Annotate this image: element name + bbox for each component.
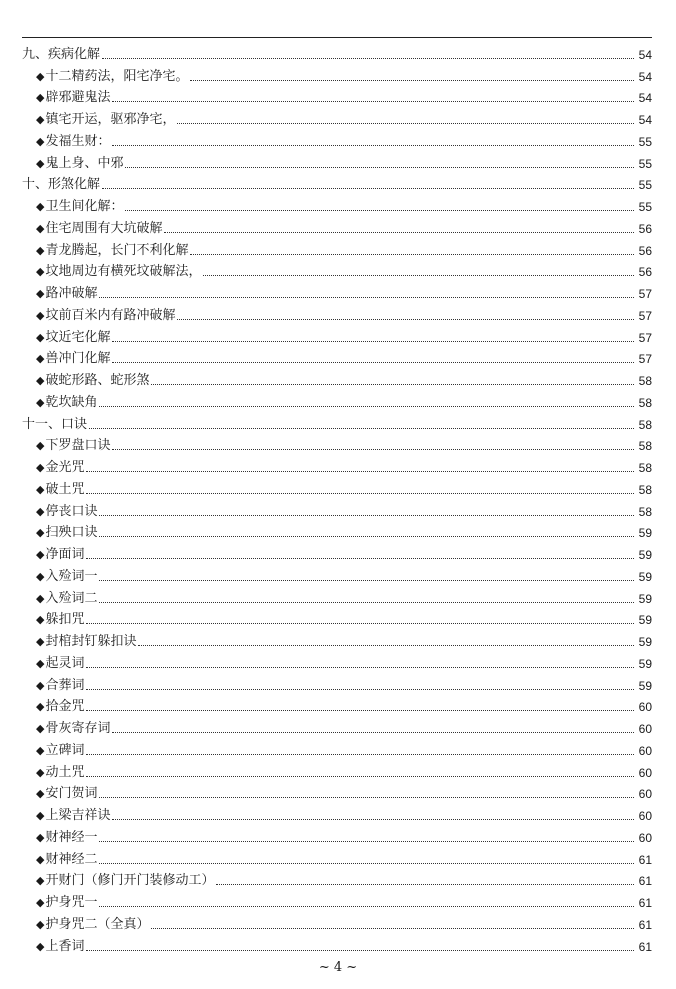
diamond-bullet-icon: ◆ xyxy=(36,743,45,757)
dot-leader xyxy=(86,622,634,624)
toc-page-number: 61 xyxy=(638,939,652,954)
dot-leader xyxy=(86,666,634,668)
toc-entry-text: 破蛇形路、蛇形煞 xyxy=(45,373,150,388)
toc-entry-text: 动土咒 xyxy=(45,764,85,780)
toc-entry[interactable] xyxy=(22,432,652,454)
toc-entry-text: 起灵词 xyxy=(45,655,85,671)
dot-leader xyxy=(138,644,634,646)
dot-leader xyxy=(112,144,634,146)
diamond-bullet-icon: ◆ xyxy=(36,439,45,453)
toc-entry-text: 躲扣咒 xyxy=(45,612,85,628)
toc-entry-text: 发福生财： xyxy=(45,133,111,149)
dot-leader xyxy=(112,731,634,733)
toc-entry-label xyxy=(36,439,112,453)
diamond-bullet-icon: ◆ xyxy=(36,461,45,474)
toc-entry-label xyxy=(36,570,99,584)
toc-entry[interactable] xyxy=(22,214,652,236)
dot-leader xyxy=(99,905,634,907)
toc-entry[interactable] xyxy=(22,845,652,867)
toc-page-number: 58 xyxy=(638,395,652,410)
dot-leader xyxy=(190,253,634,255)
toc-entry[interactable] xyxy=(22,388,652,410)
toc-entry-text: 扫殃口诀 xyxy=(45,525,98,541)
toc-entry-text: 十二精药法，阳宅净宅。 xyxy=(45,68,189,84)
toc-entry[interactable] xyxy=(22,127,652,149)
toc-entry-label xyxy=(36,135,112,149)
toc-entry[interactable] xyxy=(22,671,652,693)
toc-page-number: 58 xyxy=(638,417,652,432)
toc-entry-text: 十、形煞化解 xyxy=(22,177,101,193)
diamond-bullet-icon: ◆ xyxy=(36,243,45,257)
toc-entry[interactable] xyxy=(22,540,652,562)
toc-entry[interactable] xyxy=(22,888,652,910)
toc-entry[interactable] xyxy=(22,780,652,802)
toc-entry-text: 鬼上身、中邪 xyxy=(45,155,124,171)
diamond-bullet-icon: ◆ xyxy=(36,113,45,126)
diamond-bullet-icon: ◆ xyxy=(36,569,45,583)
toc-page-number: 59 xyxy=(638,526,652,541)
dot-leader xyxy=(99,840,634,842)
dot-leader xyxy=(86,949,634,951)
dot-leader xyxy=(112,100,634,102)
toc-entry[interactable] xyxy=(22,932,652,954)
toc-entry-label xyxy=(36,222,164,236)
toc-entry-label xyxy=(36,766,86,780)
toc-entry[interactable] xyxy=(22,497,652,519)
page-number: ~ 4 ~ xyxy=(318,960,358,975)
diamond-bullet-icon: ◆ xyxy=(36,548,45,561)
toc-entry-text: 住宅周围有大坑破解 xyxy=(45,220,163,236)
toc-page-number: 58 xyxy=(638,504,652,519)
diamond-bullet-icon: ◆ xyxy=(36,287,45,300)
toc-entry-label xyxy=(36,287,99,301)
toc-entry[interactable] xyxy=(22,62,652,84)
toc-entry-label xyxy=(36,113,177,127)
dot-leader xyxy=(86,775,634,777)
dot-leader xyxy=(125,209,634,211)
toc-page-number: 57 xyxy=(638,330,652,345)
toc-entry-text: 九、疾病化解 xyxy=(22,46,101,62)
dot-leader xyxy=(86,470,634,472)
toc-entry-label xyxy=(36,809,112,823)
dot-leader xyxy=(125,166,634,168)
diamond-bullet-icon: ◆ xyxy=(36,91,45,105)
toc-entry-label xyxy=(36,461,86,475)
toc-entry-label xyxy=(36,679,86,693)
toc-entry-label xyxy=(36,265,203,279)
dot-leader xyxy=(99,514,634,516)
diamond-bullet-icon: ◆ xyxy=(36,374,45,387)
toc-entry-label xyxy=(36,374,151,388)
toc-entry-label xyxy=(36,744,86,758)
toc-entry-text: 路冲破解 xyxy=(45,286,98,301)
dot-leader xyxy=(190,79,634,81)
toc-section-heading[interactable] xyxy=(22,410,652,432)
dot-leader xyxy=(99,296,634,298)
toc-page-number: 59 xyxy=(638,613,652,628)
diamond-bullet-icon: ◆ xyxy=(36,265,45,279)
diamond-bullet-icon: ◆ xyxy=(36,352,45,366)
toc-page-number: 61 xyxy=(638,852,652,867)
dot-leader xyxy=(99,601,634,603)
toc-entry-label xyxy=(36,722,112,736)
diamond-bullet-icon: ◆ xyxy=(36,830,45,844)
toc-entry-label xyxy=(22,48,102,62)
diamond-bullet-icon: ◆ xyxy=(36,221,45,235)
toc-entry[interactable] xyxy=(22,693,652,715)
toc-entry-label xyxy=(36,874,216,888)
toc-entry-text: 开财门（修门开门装修动工） xyxy=(45,873,215,889)
toc-page-number: 57 xyxy=(638,287,652,301)
toc-page-number: 55 xyxy=(638,200,652,214)
dot-leader xyxy=(216,883,634,885)
toc-page-number: 60 xyxy=(638,743,652,758)
toc-entry-text: 下罗盘口诀 xyxy=(45,438,111,454)
toc-entry-text: 财神经一 xyxy=(45,829,98,845)
diamond-bullet-icon: ◆ xyxy=(36,722,45,735)
dot-leader xyxy=(86,492,634,494)
toc-entry-text: 合葬词 xyxy=(45,677,85,693)
dot-leader xyxy=(112,361,634,363)
toc-entry-label xyxy=(36,940,86,954)
toc-page-number: 58 xyxy=(638,374,652,388)
toc-page-number: 56 xyxy=(638,243,652,258)
toc-entry-text: 乾坎缺角 xyxy=(45,394,98,410)
toc-entry-label xyxy=(36,896,99,910)
dot-leader xyxy=(177,122,634,124)
dot-leader xyxy=(86,557,634,559)
toc-entry[interactable] xyxy=(22,475,652,497)
toc-entry-label xyxy=(36,483,86,497)
dot-leader xyxy=(86,688,634,690)
toc-entry-text: 护身咒一 xyxy=(45,895,98,910)
toc-entry[interactable] xyxy=(22,519,652,541)
toc-entry[interactable] xyxy=(22,149,652,171)
dot-leader xyxy=(99,579,634,581)
dot-leader xyxy=(112,818,634,820)
toc-page-number: 58 xyxy=(638,461,652,475)
toc-entry-text: 上香词 xyxy=(45,938,85,954)
toc-page-number: 55 xyxy=(638,156,652,171)
dot-leader xyxy=(89,427,634,429)
toc-entry-text: 破土咒 xyxy=(45,481,85,497)
toc-page-number: 54 xyxy=(638,69,652,84)
toc-entry-label xyxy=(36,396,99,410)
toc-page-number: 56 xyxy=(638,265,652,280)
toc-entry-text: 辟邪避鬼法 xyxy=(45,90,111,106)
toc-entry[interactable] xyxy=(22,867,652,889)
toc-entry-text: 坟前百米内有路冲破解 xyxy=(45,307,176,323)
toc-entry-label xyxy=(36,918,151,932)
toc-entry-label xyxy=(36,657,86,671)
diamond-bullet-icon: ◆ xyxy=(36,896,45,909)
diamond-bullet-icon: ◆ xyxy=(36,700,45,714)
toc-page-number: 60 xyxy=(638,765,652,780)
dot-leader xyxy=(164,231,634,233)
diamond-bullet-icon: ◆ xyxy=(36,939,45,953)
toc-entry-label xyxy=(36,831,99,845)
toc-entry[interactable] xyxy=(22,584,652,606)
toc-section-heading[interactable] xyxy=(22,40,652,62)
toc-entry-label xyxy=(36,700,86,714)
toc-page-number: 60 xyxy=(638,809,652,823)
toc-entry[interactable] xyxy=(22,192,652,214)
toc-entry-label xyxy=(36,309,177,323)
toc-entry-label xyxy=(36,91,112,105)
toc-entry-text: 净面词 xyxy=(45,547,85,562)
dot-leader xyxy=(102,57,634,59)
toc-entry-text: 安门贺词 xyxy=(45,786,98,802)
toc-entry[interactable] xyxy=(22,801,652,823)
toc-entry-text: 立碑词 xyxy=(45,742,85,758)
dot-leader xyxy=(99,796,634,798)
toc-entry[interactable] xyxy=(22,323,652,345)
toc-entry[interactable] xyxy=(22,910,652,932)
diamond-bullet-icon: ◆ xyxy=(36,591,45,605)
toc-entry[interactable] xyxy=(22,105,652,127)
toc-section-heading[interactable] xyxy=(22,171,652,193)
toc-entry[interactable] xyxy=(22,823,652,845)
toc-entry-label xyxy=(22,418,89,432)
diamond-bullet-icon: ◆ xyxy=(36,787,45,801)
toc-entry-text: 十一、口诀 xyxy=(22,416,88,432)
toc-page-number: 57 xyxy=(638,352,652,367)
toc-entry-label xyxy=(36,331,112,345)
toc-entry-text: 青龙腾起，长门不利化解 xyxy=(45,242,189,258)
toc-page-number: 60 xyxy=(638,830,652,845)
toc-entry[interactable] xyxy=(22,714,652,736)
toc-entry-text: 入殓词二 xyxy=(45,590,98,606)
toc-page-number: 59 xyxy=(638,548,652,562)
toc-entry-label xyxy=(36,70,190,84)
toc-entry[interactable] xyxy=(22,279,652,301)
toc-page-number: 61 xyxy=(638,874,652,889)
diamond-bullet-icon: ◆ xyxy=(36,526,45,540)
toc-entry-label xyxy=(22,178,102,192)
dot-leader xyxy=(99,862,634,864)
toc-entry[interactable] xyxy=(22,758,652,780)
toc-entry-text: 入殓词一 xyxy=(45,568,98,584)
diamond-bullet-icon: ◆ xyxy=(36,395,45,409)
toc-entry[interactable] xyxy=(22,562,652,584)
toc-page-number: 60 xyxy=(638,787,652,802)
diamond-bullet-icon: ◆ xyxy=(36,765,45,779)
toc-entry-label xyxy=(36,157,125,171)
toc-entry-label xyxy=(36,592,99,606)
toc-page-number: 55 xyxy=(638,178,652,193)
diamond-bullet-icon: ◆ xyxy=(36,330,45,344)
toc-entry[interactable] xyxy=(22,236,652,258)
toc-entry-text: 护身咒二（全真） xyxy=(45,916,150,932)
diamond-bullet-icon: ◆ xyxy=(36,134,45,148)
dot-leader xyxy=(177,318,634,320)
toc-entry[interactable] xyxy=(22,366,652,388)
dot-leader xyxy=(151,383,634,385)
toc-entry-text: 财神经二 xyxy=(45,851,98,867)
toc-entry[interactable] xyxy=(22,453,652,475)
diamond-bullet-icon: ◆ xyxy=(36,852,45,866)
toc-entry[interactable] xyxy=(22,649,652,671)
toc-entry[interactable] xyxy=(22,627,652,649)
dot-leader xyxy=(86,753,634,755)
toc-entry-label xyxy=(36,853,99,867)
toc-page-number: 54 xyxy=(638,113,652,127)
toc-entry-text: 封棺封钉躲扣诀 xyxy=(45,634,137,649)
toc-entry-text: 上梁吉祥诀 xyxy=(45,808,111,823)
toc-entry-label xyxy=(36,200,125,214)
toc-page-number: 61 xyxy=(638,917,652,932)
toc-entry-label xyxy=(36,352,112,366)
header-rule xyxy=(22,37,652,38)
toc-page-number: 59 xyxy=(638,591,652,606)
diamond-bullet-icon: ◆ xyxy=(36,482,45,496)
toc-entry-text: 拾金咒 xyxy=(45,699,85,715)
toc-entry-text: 兽冲门化解 xyxy=(45,351,111,367)
toc-entry-text: 卫生间化解： xyxy=(45,199,124,214)
toc-entry[interactable] xyxy=(22,301,652,323)
toc-entry-text: 骨灰寄存词 xyxy=(45,721,111,736)
dot-leader xyxy=(203,274,634,276)
toc-entry[interactable] xyxy=(22,606,652,628)
toc-page-number: 55 xyxy=(638,134,652,149)
diamond-bullet-icon: ◆ xyxy=(36,308,45,322)
toc-entry-text: 停丧口诀 xyxy=(45,503,98,519)
toc-entry-text: 坟近宅化解 xyxy=(45,329,111,345)
diamond-bullet-icon: ◆ xyxy=(36,635,45,648)
toc-page-number: 59 xyxy=(638,635,652,649)
diamond-bullet-icon: ◆ xyxy=(36,874,45,888)
toc-page-number: 54 xyxy=(638,47,652,62)
dot-leader xyxy=(99,405,634,407)
dot-leader xyxy=(86,709,634,711)
table-of-contents xyxy=(22,40,652,954)
dot-leader xyxy=(112,340,634,342)
diamond-bullet-icon: ◆ xyxy=(36,69,45,83)
toc-entry-text: 镇宅开运，驱邪净宅， xyxy=(45,112,176,127)
toc-entry[interactable] xyxy=(22,345,652,367)
diamond-bullet-icon: ◆ xyxy=(36,504,45,518)
toc-page-number: 59 xyxy=(638,678,652,693)
toc-entry[interactable] xyxy=(22,736,652,758)
toc-entry-label xyxy=(36,635,138,649)
diamond-bullet-icon: ◆ xyxy=(36,156,45,170)
toc-entry-label xyxy=(36,787,99,801)
dot-leader xyxy=(102,187,634,189)
toc-page-number: 57 xyxy=(638,308,652,323)
toc-page-number: 56 xyxy=(638,221,652,236)
toc-page-number: 61 xyxy=(638,896,652,910)
toc-entry-label xyxy=(36,548,86,562)
diamond-bullet-icon: ◆ xyxy=(36,656,45,670)
toc-page-number: 59 xyxy=(638,656,652,671)
toc-page-number: 54 xyxy=(638,91,652,106)
toc-page-number: 60 xyxy=(638,722,652,736)
diamond-bullet-icon: ◆ xyxy=(36,613,45,627)
toc-entry-text: 坟地周边有横死坟破解法， xyxy=(45,264,202,280)
toc-page-number: 59 xyxy=(638,569,652,584)
toc-entry-text: 金光咒 xyxy=(45,460,85,475)
toc-entry-label xyxy=(36,613,86,627)
toc-page-number: 60 xyxy=(638,700,652,715)
diamond-bullet-icon: ◆ xyxy=(36,917,45,931)
toc-entry[interactable] xyxy=(22,84,652,106)
dot-leader xyxy=(151,927,634,929)
toc-page-number: 58 xyxy=(638,439,652,454)
dot-leader xyxy=(112,448,634,450)
toc-page-number: 58 xyxy=(638,482,652,497)
dot-leader xyxy=(99,535,634,537)
diamond-bullet-icon: ◆ xyxy=(36,678,45,692)
toc-entry-label xyxy=(36,505,99,519)
diamond-bullet-icon: ◆ xyxy=(36,200,45,213)
toc-entry[interactable] xyxy=(22,258,652,280)
toc-entry-label xyxy=(36,526,99,540)
diamond-bullet-icon: ◆ xyxy=(36,809,45,822)
toc-entry-label xyxy=(36,244,190,258)
